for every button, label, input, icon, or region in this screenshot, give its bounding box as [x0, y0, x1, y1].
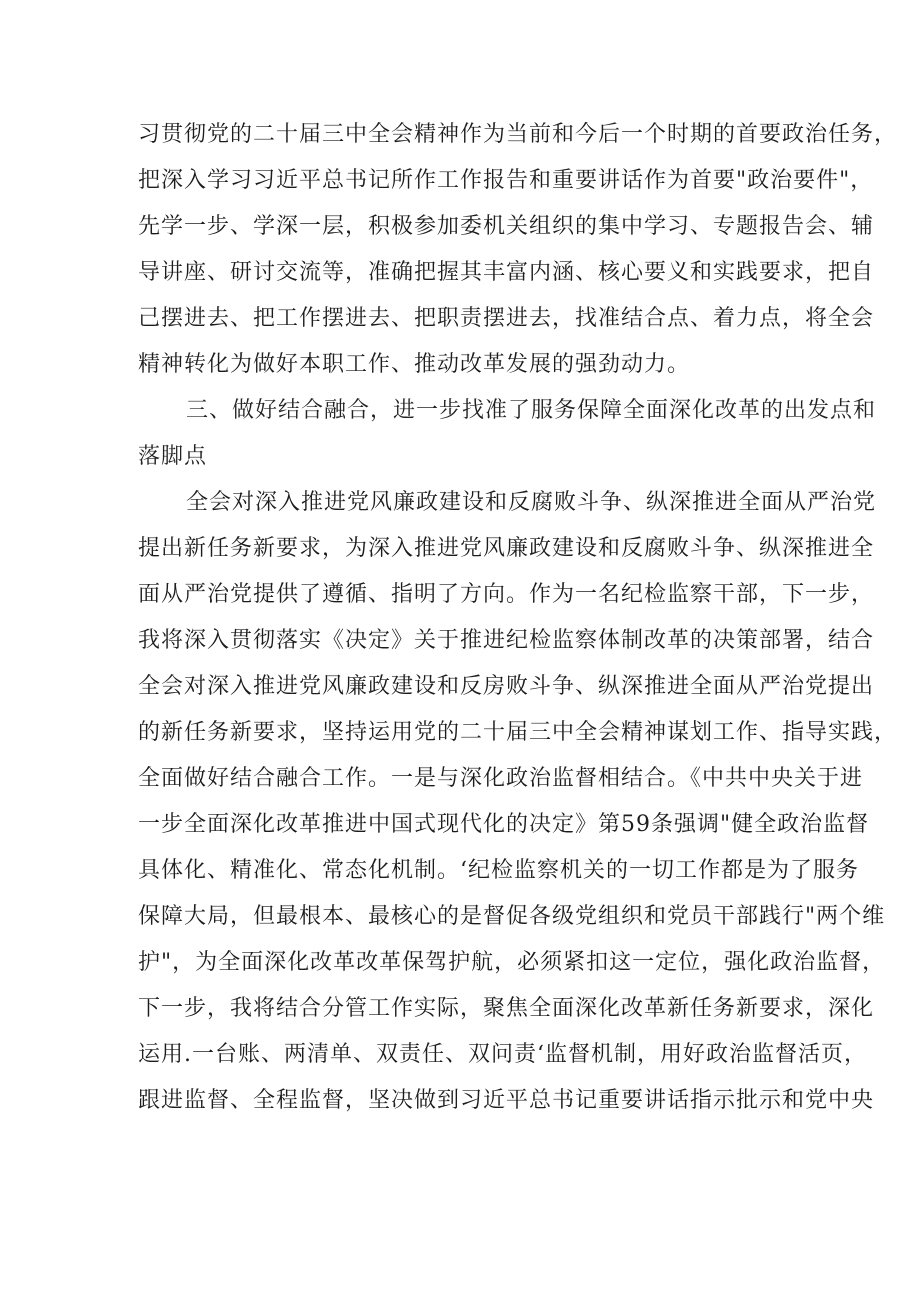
text-line: 全会对深入推进党风廉政建设和反腐败斗争、纵深推进全面从严治党 [186, 490, 877, 515]
text-line: 精神转化为做好本职工作、推动改革发展的强劲动力。 [138, 352, 691, 377]
text-line: 面从严治党提供了遵循、指明了方向。作为一名纪检监察干部，下一步， [138, 582, 875, 607]
text-line: 提出新任务新要求，为深入推进党风廉政建设和反腐败斗争、纵深推进全 [138, 536, 875, 561]
text-line: 我将深入贯彻落实《决定》关于推进纪检监察体制改革的决策部署，结合 [138, 628, 875, 653]
text-line: 护"，为全面深化改革改革保驾护航，必须紧扣这一定位，强化政治监督， [138, 950, 886, 975]
section-heading-3 [138, 388, 877, 480]
paragraph-2 [138, 480, 898, 1124]
text-line: 导讲座、研讨交流等，准确把握其丰富内涵、核心要义和实践要求，把自 [138, 260, 875, 285]
text-line: 把深入学习习近平总书记所作工作报告和重要讲话作为首要"政治要件"， [138, 168, 874, 193]
text-line: 运用.一台账、两清单、双责任、双问责‘监督机制，用好政治监督活页， [138, 1042, 867, 1067]
heading-line: 三、做好结合融合，进一步找准了服务保障全面深化改革的出发点和 [186, 398, 877, 423]
paragraph-1 [138, 112, 898, 388]
text-line: 一步全面深化改革推进中国式现代化的决定》第59条强调"健全政治监督 [138, 812, 870, 837]
text-line: 具体化、精准化、常态化机制。‘纪检监察机关的一切工作都是为了服务 [138, 858, 859, 883]
text-line: 习贯彻党的二十届三中全会精神作为当前和今后一个时期的首要政治任务， [138, 122, 898, 147]
text-line: 下一步，我将结合分管工作实际，聚焦全面深化改革新任务新要求，深化 [138, 996, 875, 1021]
text-line: 全面做好结合融合工作。一是与深化政治监督相结合。《中共中央关于进 [138, 766, 864, 791]
text-line: 全会对深入推进党风廉政建设和反房败斗争、纵深推进全面从严治党提出 [138, 674, 875, 699]
text-line: 保障大局，但最根本、最核心的是督促各级党组织和党员干部践行"两个维 [138, 904, 886, 929]
document-body [138, 112, 898, 1124]
text-line: 己摆进去、把工作摆进去、把职责摆进去，找准结合点、着力点，将全会 [138, 306, 875, 331]
heading-line: 落脚点 [138, 444, 208, 469]
text-line: 先学一步、学深一层，积极参加委机关组织的集中学习、专题报告会、辅 [138, 214, 875, 239]
text-line: 的新任务新要求，坚持运用党的二十届三中全会精神谋划工作、指导实践， [138, 720, 898, 745]
text-line: 跟进监督、全程监督，坚决做到习近平总书记重要讲话指示批示和党中央 [138, 1088, 875, 1113]
